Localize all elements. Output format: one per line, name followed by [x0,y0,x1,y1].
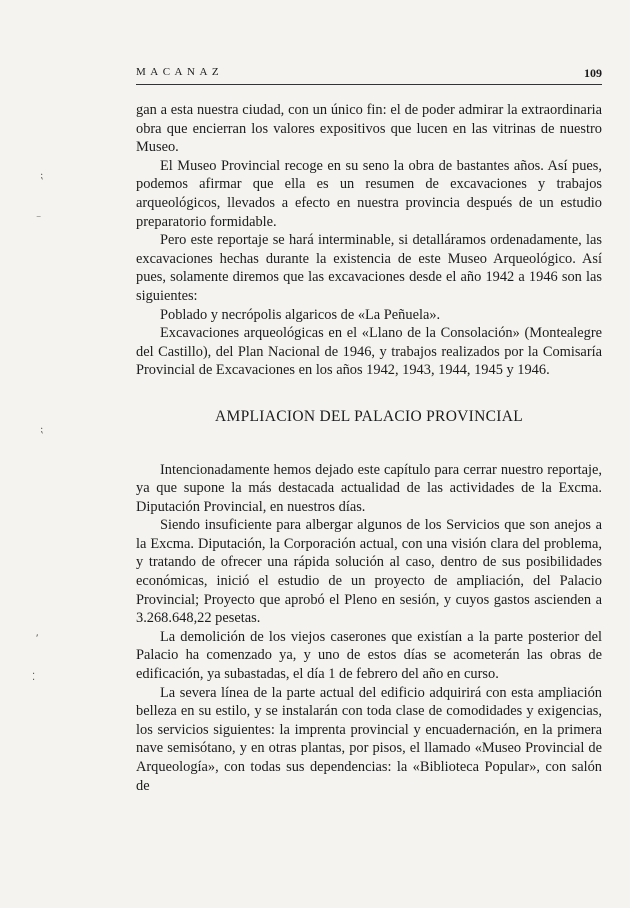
paragraph: Excavaciones arqueológicas en el «Llano de la Consolación» (Montealegre del Castillo), del Plan Nacional de 1946, y trabajos realizados por la Comisaría Provincial de Excavaciones en los años 1942, 1943, 1944, 1945 y 1946. [136,325,602,379]
page-header [136,66,602,84]
paragraph: Poblado y necrópolis algaricos de «La Peñuela». [160,306,441,323]
scan-speck: ⁏ [40,170,44,181]
scan-speck: ⁏ [40,424,44,435]
paragraph: Siendo insuficiente para albergar algunos de los Servicios que son anejos a la Excma. Diputación, la Corporación actual, con una visión clara del problema, y tratando de ofrecer una rápida solución al caso, dentro de sus posibilidades económicas, inició el estudio de un proyecto de ampliación, del Palacio Provincial; Proyecto que aprobó el Pleno en sesión, y cuyos gastos ascienden a 3.268.648,22 pesetas. [136,517,602,627]
paragraph: gan a esta nuestra ciudad, con un único fin: el de poder admirar la extraordinaria obra que encierran los valores expositivos que lucen en las vitrinas de nuestro Museo. [136,102,602,156]
body-text [136,101,602,795]
paragraph: Pero este reportaje se hará interminable, si detalláramos ordenadamente, las excavaciones hechas durante la existencia de este Museo Arqueológico. Así pues, solamente diremos que las excavaciones desde el año 1942 a 1946 son las siguientes: [136,232,602,304]
paragraph: El Museo Provincial recoge en su seno la obra de bastantes años. Así pues, podemos afirmar que ella es un resumen de excavaciones y trabajos arqueológicos, llevados a efecto en nuestra provincia después de un estudio preparatorio formidable. [136,157,602,230]
scan-speck: ⸴ [36,629,39,640]
paragraph: La severa línea de la parte actual del edificio adquirirá con esta ampliación belleza en su estilo, y se instalarán con toda clase de comodidades y exigencias, los servicios siguientes: la imprenta provincial y encuadernación, en la primera nave semisótano, y en otras plantas, por pisos, el llamado «Museo Provincial de Arqueología», con todas sus dependencias: la «Biblioteca Popular», con salón de [136,684,602,794]
running-head: MACANAZ [136,66,224,78]
page-number: 109 [584,66,602,80]
paragraph: La demolición de los viejos caserones que existían a la parte posterior del Palacio ha comenzado ya, y uno de estos días se acometerán las obras de edificación, ya subastadas, el día 1 de febrero del año en curso. [136,628,602,683]
section-heading: AMPLIACION DEL PALACIO PROVINCIAL [215,407,523,425]
header-rule [136,84,602,85]
paragraph: Intencionadamente hemos dejado este capítulo para cerrar nuestro reportaje, ya que supone la más destacada actualidad de las actividades de la Excma. Diputación Provincial, en nuestros días. [136,461,602,515]
scan-speck: ⁻ [36,214,42,225]
scan-speck: ⁚ [32,672,36,683]
